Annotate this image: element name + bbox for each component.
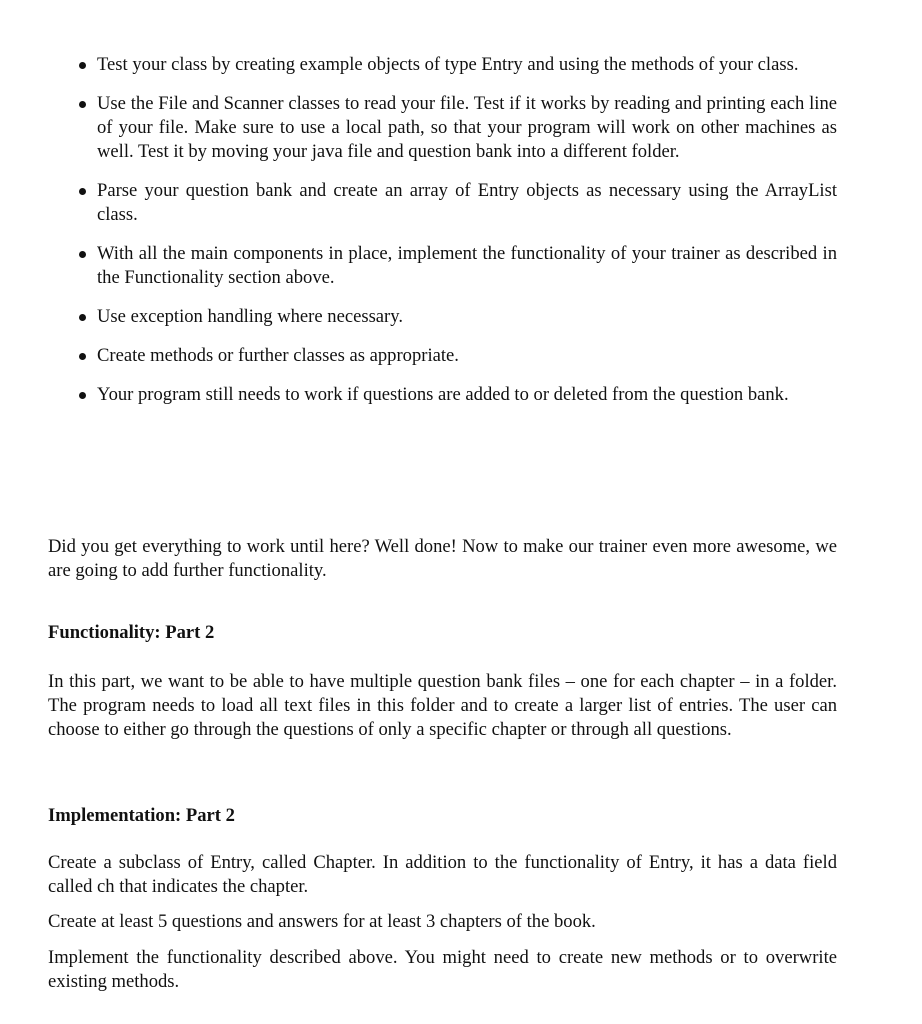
bullet-list — [0, 53, 922, 422]
implementation-heading: Implementation: Part 2 — [48, 805, 235, 826]
bullet-icon — [79, 188, 86, 195]
list-item-text: Use the File and Scanner classes to read your file. Test if it works by reading and printing each line of your file. Make sure to use a local path, so that your program will work on other machines as well. Test it by moving your java file and question bank into a different folder. — [97, 93, 837, 162]
list-item-text: Use exception handling where necessary. — [97, 306, 403, 327]
list-item — [0, 305, 837, 329]
bullet-icon — [79, 101, 86, 108]
bullet-icon — [79, 314, 86, 321]
list-item-text: Test your class by creating example objects of type Entry and using the methods of your class. — [97, 54, 799, 75]
bullet-icon — [79, 392, 86, 399]
bullet-icon — [79, 251, 86, 258]
list-item — [0, 242, 837, 290]
implementation-paragraph-2: Create at least 5 questions and answers for at least 3 chapters of the book. — [48, 911, 596, 932]
list-item — [0, 179, 837, 227]
list-item — [0, 92, 837, 164]
list-item-text: Create methods or further classes as appropriate. — [97, 345, 459, 366]
list-item-text: With all the main components in place, implement the functionality of your trainer as described in the Functionality section above. — [97, 243, 837, 288]
implementation-paragraph-3: Implement the functionality described above. You might need to create new methods or to overwrite existing methods. — [48, 947, 837, 992]
list-item — [0, 344, 837, 368]
list-item — [0, 383, 837, 407]
functionality-heading: Functionality: Part 2 — [48, 622, 215, 643]
list-item — [0, 53, 837, 77]
bullet-icon — [79, 353, 86, 360]
list-item-text: Your program still needs to work if questions are added to or deleted from the question bank. — [97, 384, 789, 405]
bullet-icon — [79, 62, 86, 69]
implementation-paragraph-1: Create a subclass of Entry, called Chapter. In addition to the functionality of Entry, it has a data field called ch that indicates the chapter. — [48, 852, 837, 897]
list-item-text: Parse your question bank and create an array of Entry objects as necessary using the ArrayList class. — [97, 180, 837, 225]
functionality-paragraph: In this part, we want to be able to have multiple question bank files – one for each chapter – in a folder. The program needs to load all text files in this folder and to create a larger list of entries. The user can choose to either go through the questions of only a specific chapter or through all questions. — [48, 671, 837, 740]
intro-paragraph: Did you get everything to work until here? Well done! Now to make our trainer even more awesome, we are going to add further functionality. — [48, 536, 837, 581]
